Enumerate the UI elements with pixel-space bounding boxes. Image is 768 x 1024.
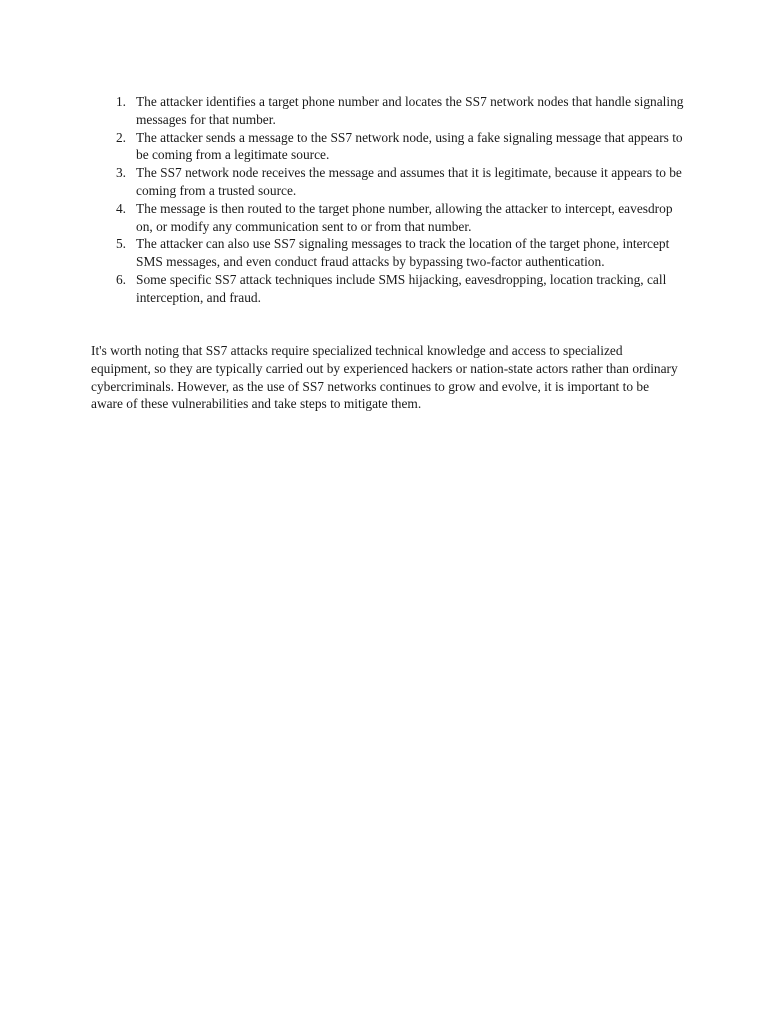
list-item [115,235,688,271]
list-item-text: The attacker sends a message to the SS7 network node, using a fake signaling message that appears to be coming from a legitimate source. [136,129,683,163]
list-item [115,129,688,165]
closing-paragraph: It's worth noting that SS7 attacks require specialized technical knowledge and access to specialized equipment, so they are typically carried out by experienced hackers or nation-state actors rather than ordinary cybercriminals. However, as the use of SS7 networks continues to grow and evolve, it is important to be aware of these vulnerabilities and take steps to mitigate them. [91,343,678,412]
list-item-text: The SS7 network node receives the message and assumes that it is legitimate, because it appears to be coming from a trusted source. [136,165,682,198]
list-item-number: 5. [115,236,126,252]
list-item-number: 1. [115,94,126,109]
list-item [115,271,688,307]
list-item [115,200,688,236]
list-item-text: The attacker can also use SS7 signaling messages to track the location of the target phone, intercept SMS messages, and even conduct fraud attacks by bypassing two-factor authentication. [136,236,670,270]
list-item [115,164,688,200]
list-item-text: The attacker identifies a target phone number and locates the SS7 network nodes that handle signaling messages for that number. [136,94,684,127]
list-item-text: Some specific SS7 attack techniques include SMS hijacking, eavesdropping, location tracking, call interception, and fraud. [136,271,667,305]
list-item-number: 4. [115,200,126,216]
list-item-text: The message is then routed to the target phone number, allowing the attacker to intercept, eavesdrop on, or modify any communication sent to or from that number. [136,200,673,234]
list-item-number: 3. [115,165,126,181]
list-item [115,93,688,129]
attack-steps-list [115,93,688,307]
list-item-number: 6. [115,271,126,287]
list-item-number: 2. [115,129,126,145]
